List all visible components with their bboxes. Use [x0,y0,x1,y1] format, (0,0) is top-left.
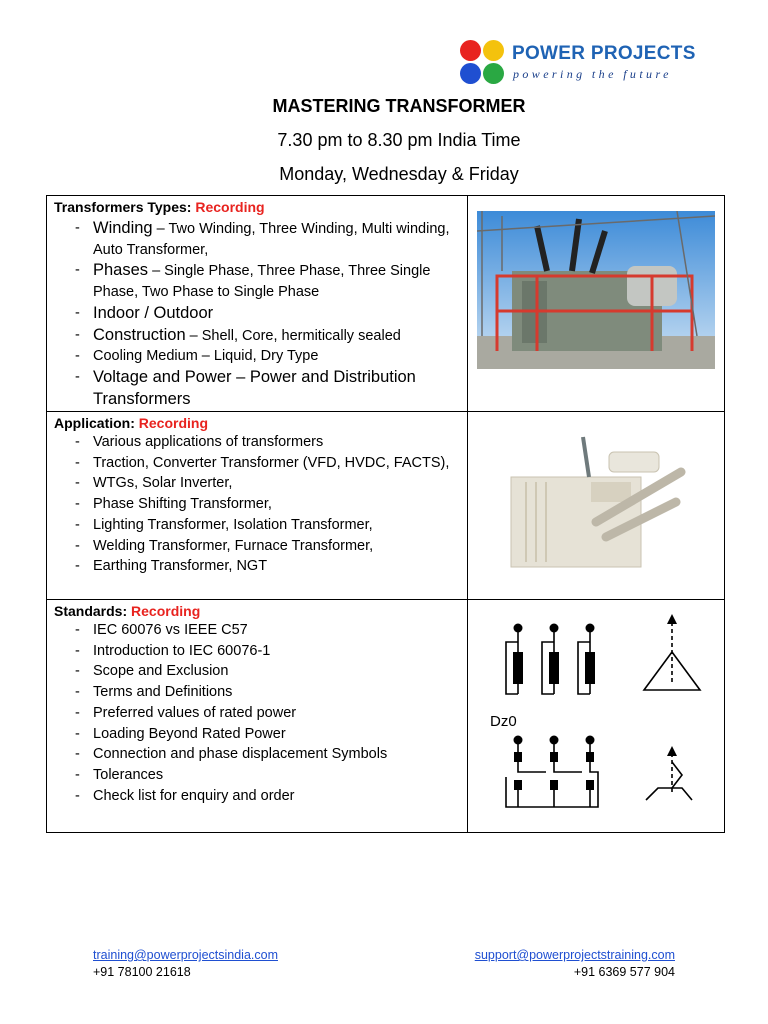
substation-transformer-image [477,211,715,369]
list-item: - Traction, Converter Transformer (VFD, HVDC, FACTS), [47,453,461,474]
substation-image-cell [468,196,725,412]
recording-badge: Recording [138,415,209,431]
vector-diagram-cell [468,600,725,833]
list-item: - Phase Shifting Transformer, [47,494,461,515]
support-email-link[interactable]: support@powerprojectstraining.com [474,948,675,962]
power-projects-logo [460,40,710,85]
list-item: - Earthing Transformer, NGT [47,556,461,577]
list-item: - Terms and Definitions [47,682,461,703]
application-list [47,432,467,577]
training-email-link[interactable]: training@powerprojectsindia.com [93,948,278,962]
page-header [0,94,768,186]
list-item: - Voltage and Power – Power and Distribution Transformers [47,367,461,410]
section-title: Application: [54,415,135,431]
training-phone: +91 78100 21618 [93,965,191,979]
section-title: Transformers Types: [54,199,192,215]
list-item: - Cooling Medium – Liquid, Dry Type [47,346,461,367]
recording-badge: Recording [131,603,201,619]
section-heading [47,600,467,620]
session-days: Monday, Wednesday & Friday [279,164,519,184]
logo-dots-icon [460,40,506,84]
table-row [47,412,725,600]
list-item: - Scope and Exclusion [47,661,461,682]
session-time: 7.30 pm to 8.30 pm India Time [277,130,521,150]
logo-name: POWER PROJECTS [512,43,696,64]
recording-badge: Recording [195,199,265,215]
standards-list [47,620,467,806]
transformer-image-cell [468,412,725,600]
course-table [46,195,725,833]
types-cell [47,196,468,412]
list-item: - Check list for enquiry and order [47,786,461,807]
list-item: - IEC 60076 vs IEEE C57 [47,620,461,641]
application-cell [47,412,468,600]
types-list [47,218,467,410]
section-title: Standards: [54,603,128,619]
section-heading [47,412,467,432]
list-item: - WTGs, Solar Inverter, [47,473,461,494]
list-item: - Welding Transformer, Furnace Transformer, [47,536,461,557]
dz0-connection-diagram [476,612,716,827]
standards-cell [47,600,468,833]
list-item: - Introduction to IEC 60076-1 [47,641,461,662]
list-item: - Winding – Two Winding, Three Winding, Multi winding, Auto Transformer, [47,218,461,260]
power-transformer-image [501,432,691,582]
list-item: - Loading Beyond Rated Power [47,724,461,745]
table-row [47,196,725,412]
list-item: - Indoor / Outdoor [47,303,461,325]
diagram-label: Dz0 [490,713,517,730]
list-item: - Tolerances [47,765,461,786]
list-item: - Connection and phase displacement Symbols [47,744,461,765]
list-item: - Phases – Single Phase, Three Phase, Three Single Phase, Two Phase to Single Phase [47,260,461,302]
list-item: - Various applications of transformers [47,432,461,453]
support-phone: +91 6369 577 904 [573,965,675,979]
table-row [47,600,725,833]
list-item: - Construction – Shell, Core, hermitically sealed [47,325,461,347]
logo-tagline: powering the future [513,67,672,81]
section-heading [47,196,467,216]
list-item: - Preferred values of rated power [47,703,461,724]
page-title: MASTERING TRANSFORMER [272,96,526,116]
list-item: - Lighting Transformer, Isolation Transformer, [47,515,461,536]
